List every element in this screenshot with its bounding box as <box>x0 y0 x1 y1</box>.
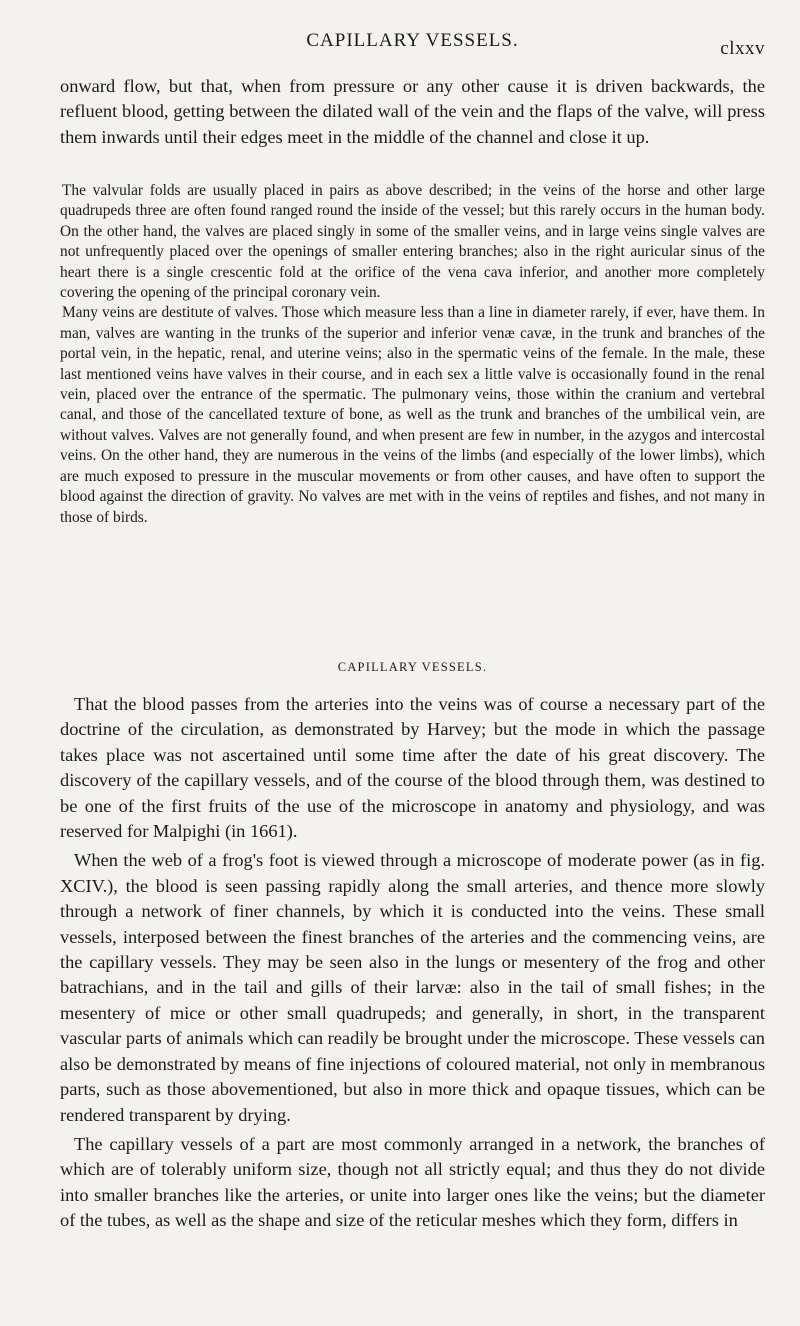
large-paragraph: The capillary vessels of a part are most commonly arranged in a network, the branches of which are of tolerably uniform size, though not all strictly equal; and thus they do not divide into smaller branches like the arteries, or unite into larger ones like the veins; but the diameter of the tubes, as well as the shape and size of the reticular meshes which they form, differs in <box>60 1133 765 1231</box>
large-paragraph: That the blood passes from the arteries into the veins was of course a necessary part of the doctrine of the circulation, as demonstrated by Harvey; but the mode in which the passage takes place was not ascertained until some time after the date of his great discovery. The discovery of the capillary vessels, and of the course of the blood through them, was destined to be one of the first fruits of the use of the microscope in anatomy and physiology, and was reserved for Malpighi (in 1661). <box>60 694 765 842</box>
capillary-section <box>60 692 765 1234</box>
valves-notes <box>60 181 765 528</box>
running-title: CAPILLARY VESSELS. <box>306 30 519 51</box>
small-paragraph: Many veins are destitute of valves. Those which measure less than a line in diameter rarely, if ever, have them. In man, valves are wanting in the trunks of the superior and inferior venæ cavæ, in the trunk and branches of the portal vein, in the hepatic, renal, and uterine veins; also in the spermatic veins of the female. In the male, these last mentioned veins have valves in their course, and in each sex a little valve is occasionally found in the renal vein, placed over the entrance of the spermatic. The pulmonary veins, those within the cranium and vertebral canal, and those of the cancellated texture of bone, as well as the trunk and branches of the umbilical vein, are without valves. Valves are not generally found, and when present are few in number, in the azygos and intercostal veins. On the other hand, they are numerous in the veins of the limbs (and especially of the lower limbs), which are much exposed to pressure in the muscular movements or from other causes, and have often to support the blood against the direction of gravity. No valves are met with in the veins of reptiles and fishes, and not many in those of birds. <box>60 304 765 526</box>
page-number: clxxv <box>720 38 765 59</box>
running-head <box>60 30 765 58</box>
small-paragraph: The valvular folds are usually placed in pairs as above described; in the veins of the horse and other large quadrupeds three are often found ranged round the inside of the vessel; but this rarely occurs in the human body. On the other hand, the valves are placed singly in some of the smaller veins, and in large veins single valves are not unfrequently placed over the openings of smaller entering branches; also in the right auricular sinus of the heart there is a single crescentic fold at the orifice of the vena cava inferior, and another more completely covering the opening of the principal coronary vein. <box>60 182 765 302</box>
large-paragraph: When the web of a frog's foot is viewed through a microscope of moderate power (as in fig. XCIV.), the blood is seen passing rapidly along the small arteries, and thence more slowly through a network of finer channels, by which it is conducted into the veins. These small vessels, interposed between the finest branches of the arteries and the commencing veins, are the capillary vessels. They may be seen also in the lungs or mesentery of the frog and other batrachians, and in the tail and gills of their larvæ: also in the tail of small fishes; in the mesentery of mice or other small quadrupeds; and generally, in short, in the transparent vascular parts of animals which can readily be brought under the microscope. These vessels can also be demonstrated by means of fine injections of coloured material, not only in membranous parts, such as those abovementioned, but also in more thick and opaque tissues, which can be rendered transparent by drying. <box>60 850 765 1125</box>
section-heading: CAPILLARY VESSELS. <box>337 660 488 674</box>
continuation-paragraph: onward flow, but that, when from pressure or any other cause it is driven backwards, the refluent blood, getting between the dilated wall of the vein and the flaps of the valve, will press them inwards until their edges meet in the middle of the channel and close it up. <box>60 76 765 147</box>
book-page <box>60 0 765 1326</box>
